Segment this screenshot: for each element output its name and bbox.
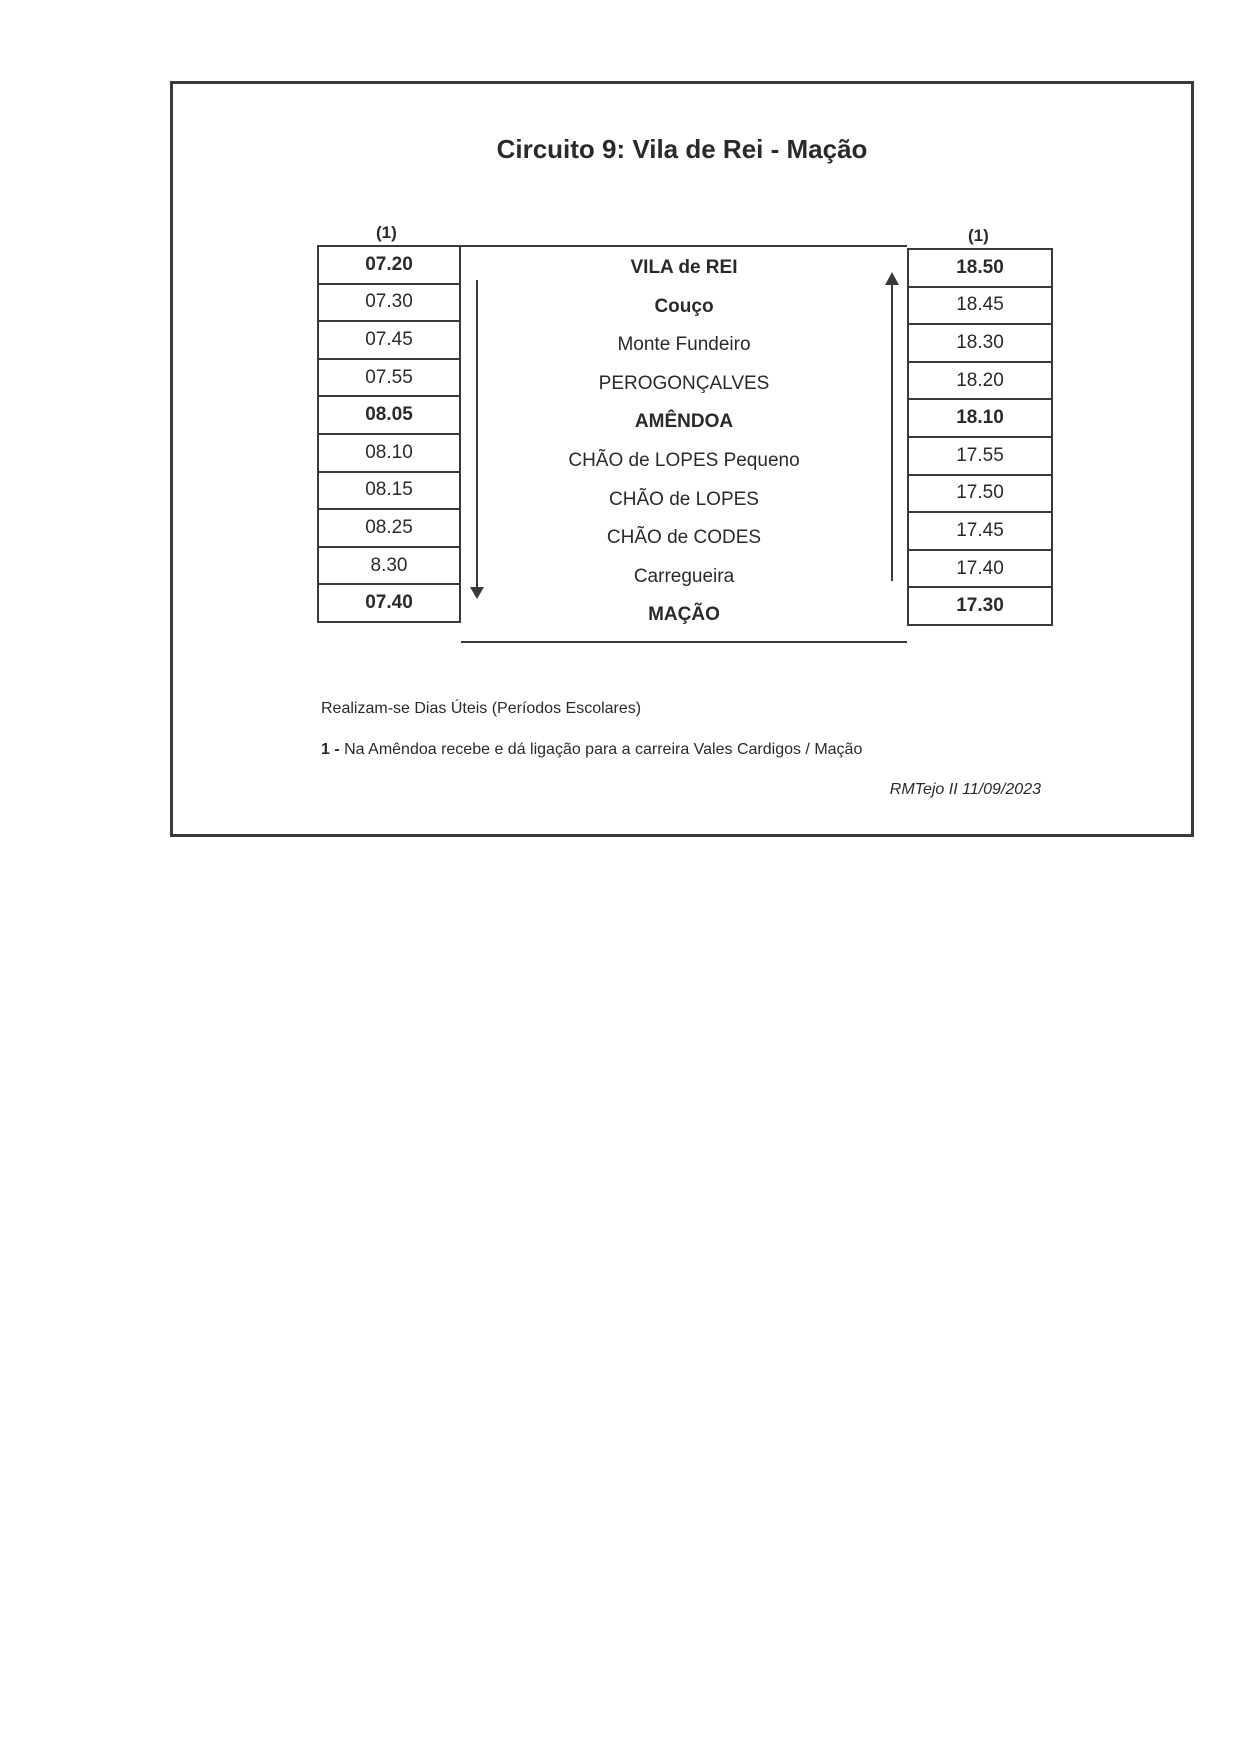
timetable-frame — [170, 81, 1194, 837]
outbound-time-1: 07.20 — [317, 245, 461, 283]
stop-10: MAÇÃO — [648, 604, 720, 626]
return-time-5: 18.10 — [907, 398, 1053, 436]
outbound-time-9: 8.30 — [317, 546, 461, 584]
return-time-7: 17.50 — [907, 474, 1053, 512]
outbound-time-10: 07.40 — [317, 583, 461, 623]
outbound-time-2: 07.30 — [317, 283, 461, 321]
stop-9: Carregueira — [633, 565, 735, 587]
return-time-4: 18.20 — [907, 361, 1053, 399]
signature: RMTejo II 11/09/2023 — [889, 781, 1041, 798]
return-time-10: 17.30 — [907, 586, 1053, 626]
outbound-time-8: 08.25 — [317, 508, 461, 546]
return-time-9: 17.40 — [907, 549, 1053, 587]
outbound-times-column — [317, 245, 461, 623]
outbound-time-3: 07.45 — [317, 320, 461, 358]
return-times-column — [907, 248, 1053, 626]
footnote-marker-return: (1) — [968, 226, 989, 245]
footnote — [321, 741, 862, 759]
schedule-note: Realizam-se Dias Úteis (Períodos Escolares) — [321, 700, 642, 717]
return-time-1: 18.50 — [907, 248, 1053, 286]
return-time-3: 18.30 — [907, 323, 1053, 361]
stop-6: CHÃO de LOPES Pequeno — [568, 450, 800, 471]
outbound-time-7: 08.15 — [317, 471, 461, 509]
stop-2: Couço — [654, 295, 714, 317]
stop-5: AMÊNDOA — [634, 411, 734, 433]
outbound-time-4: 07.55 — [317, 358, 461, 396]
stops-column — [461, 245, 907, 643]
outbound-time-5: 08.05 — [317, 395, 461, 433]
stop-1: VILA de REI — [630, 257, 738, 278]
footnote-text: Na Amêndoa recebe e dá ligação para a carreira Vales Cardigos / Mação — [344, 741, 863, 758]
return-time-8: 17.45 — [907, 511, 1053, 549]
return-time-6: 17.55 — [907, 436, 1053, 474]
timetable-title: Circuito 9: Vila de Rei - Mação — [496, 134, 868, 164]
outbound-time-6: 08.10 — [317, 433, 461, 471]
stop-3: Monte Fundeiro — [617, 334, 751, 356]
stop-4: PEROGONÇALVES — [598, 372, 770, 394]
return-time-2: 18.45 — [907, 286, 1053, 324]
stop-8: CHÃO de CODES — [606, 527, 762, 549]
stop-7: CHÃO de LOPES — [609, 488, 759, 510]
footnote-marker-outbound: (1) — [376, 223, 397, 242]
footnote-number: 1 - — [321, 741, 340, 758]
